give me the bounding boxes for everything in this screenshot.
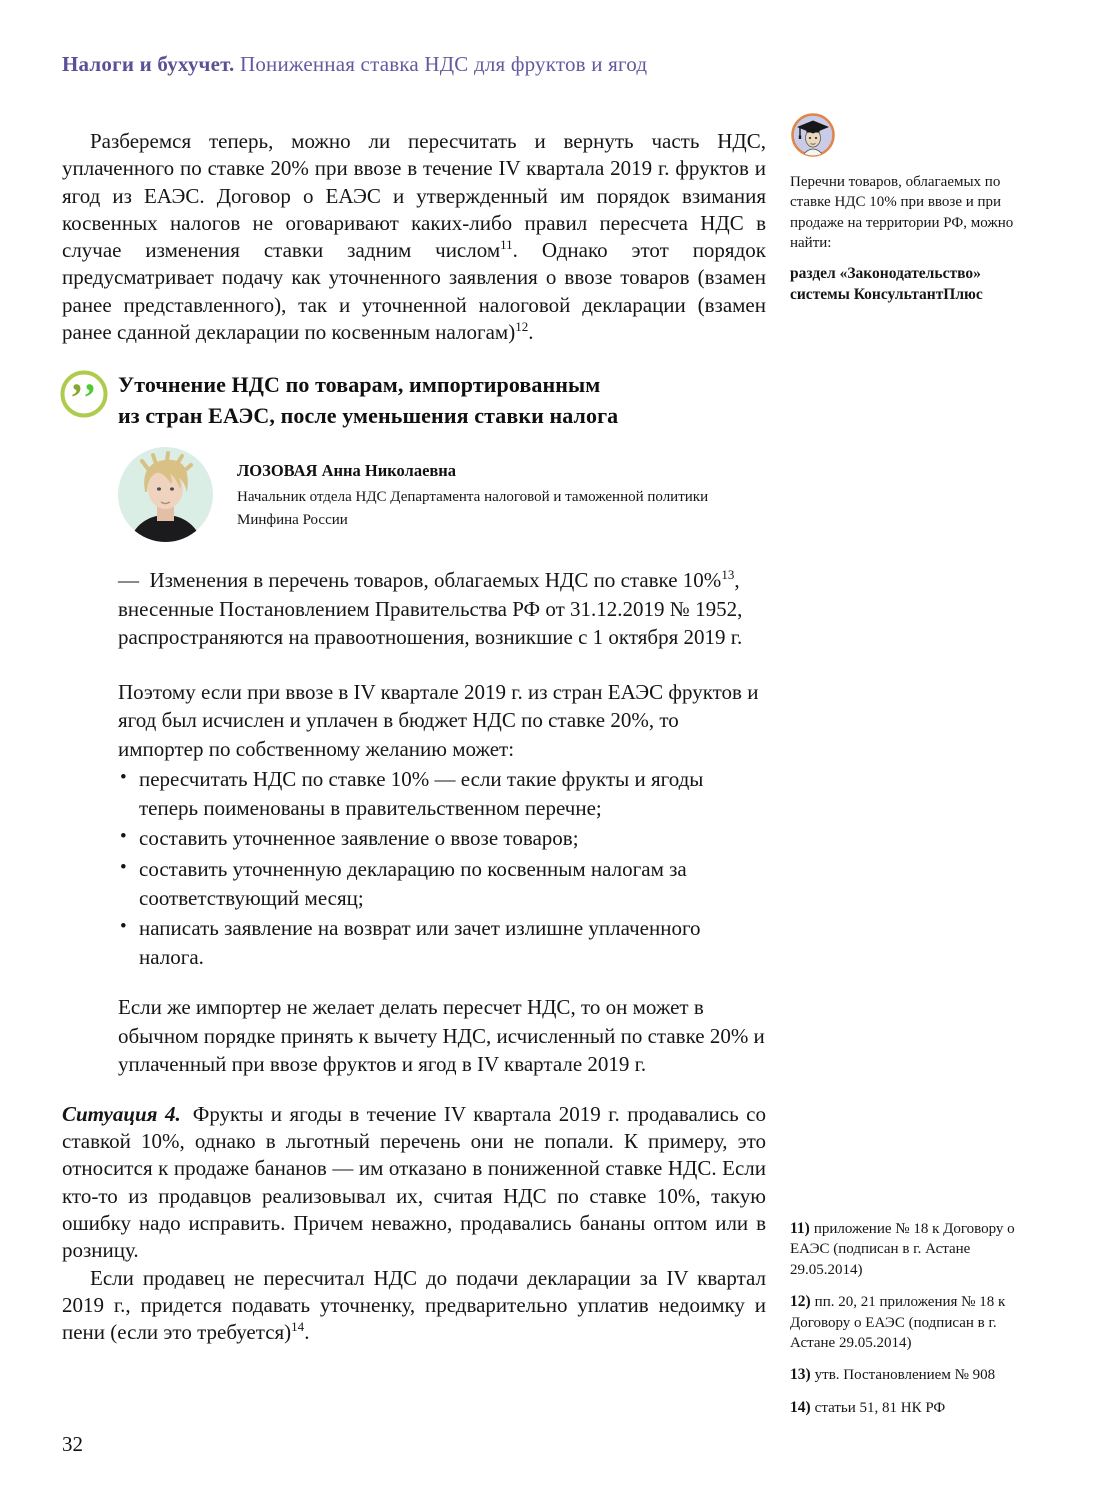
interview-title-line1: Уточнение НДС по товарам, импортированным [118, 372, 601, 398]
interview-lead-paragraph [118, 566, 766, 652]
running-head [62, 52, 647, 77]
intro-paragraph [62, 128, 766, 346]
situation-text-1: Фрукты и ягоды в течение IV квартала 2019 г. продавались со ставкой 10%, однако в льготный перечень они не попали. К примеру, это относится к продаже бананов — им отказано в пониженной ставке НДС. Если кто-то из продавцов реализовывал их, считая НДС по ставке 10%, такую ошибку надо исправить. Причем неважно, продавались бананы оптом или в розницу. [62, 1101, 766, 1263]
footnote-ref-13: 13 [721, 567, 735, 583]
main-column [62, 128, 766, 1347]
interview-bullet-list [118, 765, 766, 971]
interview-paragraph-3: Если же импортер не желает делать пересчет НДС, то он может в обычном порядке принять к вычету НДС, исчисленный по ставке 20% и уплаченный при ввозе фруктов и ягод в IV квартале 2019 г. [118, 995, 765, 1077]
footnote-12 [790, 1291, 1030, 1353]
footnote-ref-11: 11 [500, 237, 513, 253]
situation-paragraph-2 [62, 1265, 766, 1347]
page-number: 32 [62, 1432, 83, 1456]
interview-lead-text-2: , внесенные Постановлением Правительства РФ от 31.12.2019 № 1952, распространяются на правоотношения, возникшие с 1 октября 2019 г. [118, 568, 743, 650]
situation-paragraph-1 [62, 1101, 766, 1265]
interview-paragraph-2: Поэтому если при ввозе в IV квартале 2019 г. из стран ЕАЭС фруктов и ягод был исчислен и уплачен в бюджет НДС по ставке 20%, то импортер по собственному желанию может: [118, 679, 759, 761]
footnotes-block [790, 1218, 1030, 1429]
footnote-text: приложение № 18 к Договору о ЕАЭС (подписан в г. Астане 29.05.2014) [790, 1221, 1015, 1278]
interview-title-line2: из стран ЕАЭС, после уменьшения ставки налога [118, 402, 619, 428]
running-head-section: Налоги и бухучет. [62, 52, 235, 76]
situation-text-2: Если продавец не пересчитал НДС до подачи декларации за IV квартал 2019 г., придется подавать уточненку, предварительно уплатив недоимку и пени (если это требуется) [62, 1265, 766, 1345]
interview-title [118, 370, 766, 431]
svg-text:’: ’ [83, 375, 97, 419]
sidebar-note [790, 112, 1018, 305]
situation-4-section [62, 1101, 766, 1347]
footnote-text: статьи 51, 81 НК РФ [814, 1399, 946, 1416]
footnote-14 [790, 1397, 1030, 1418]
sidebar-note-text: Перечни товаров, облагаемых по ставке НДС 10% при ввозе и при продаже на территории РФ, можно найти: [790, 174, 1014, 252]
footnote-text: утв. Постановлением № 908 [814, 1367, 996, 1384]
intro-text-2: . Однако этот порядок предусматривает подачу как уточненного заявления о ввозе товаров (взамен ранее представленного), так и уточненной налоговой декларации (взамен ранее сданной декларации по косвенным налогам) [62, 238, 766, 345]
professor-icon [790, 112, 836, 158]
list-item: • составить уточненную декларацию по косвенным налогам за соответствующий месяц; [118, 855, 766, 912]
list-item: • пересчитать НДС по ставке 10% — если такие фрукты и ягоды теперь поименованы в правительственном перечне; [118, 765, 766, 822]
footnote-number: 14) [790, 1398, 811, 1416]
intro-text-1: Разберемся теперь, можно ли пересчитать и вернуть часть НДС, уплаченного по ставке 20% при ввозе в течение IV квартала 2019 г. фруктов и ягод из ЕАЭС. Договор о ЕАЭС и утвержденный им порядок взимания косвенных налогов не оговаривают каких-либо правил пересчета НДС в случае изменения ставки задним числом [62, 129, 766, 263]
situation-label: Ситуация 4. [62, 1101, 181, 1126]
author-block [118, 447, 766, 542]
interview-lead-text-1: — Изменения в перечень товаров, облагаемых НДС по ставке 10% [118, 568, 722, 593]
situation-text-3: . [304, 1320, 310, 1345]
list-item: • составить уточненное заявление о ввозе товаров; [118, 824, 766, 853]
svg-text:’: ’ [70, 375, 84, 419]
list-item: • написать заявление на возврат или зачет излишне уплаченного налога. [118, 914, 766, 971]
footnote-number: 12) [790, 1293, 811, 1311]
footnote-13 [790, 1364, 1030, 1385]
author-meta [237, 447, 757, 531]
intro-text-3: . [528, 320, 534, 345]
author-photo [118, 447, 213, 542]
author-role: Начальник отдела НДС Департамента налоговой и таможенной политики Минфина России [237, 489, 709, 528]
footnote-11 [790, 1218, 1030, 1280]
running-head-title: Пониженная ставка НДС для фруктов и ягод [239, 52, 648, 76]
quote-icon [60, 370, 108, 418]
footnote-ref-12: 12 [515, 319, 529, 335]
footnote-number: 11) [790, 1220, 810, 1237]
footnote-ref-14: 14 [291, 1319, 305, 1335]
footnote-number: 13) [790, 1366, 811, 1384]
sidebar-note-reference: раздел «Законодательство» системы КонсультантПлюс [790, 264, 983, 303]
interview-block [70, 370, 766, 1078]
author-name: ЛОЗОВАЯ Анна Николаевна [237, 461, 457, 481]
footnote-text: пп. 20, 21 приложения № 18 к Договору о ЕАЭС (подписан в г. Астане 29.05.2014) [790, 1294, 1006, 1351]
